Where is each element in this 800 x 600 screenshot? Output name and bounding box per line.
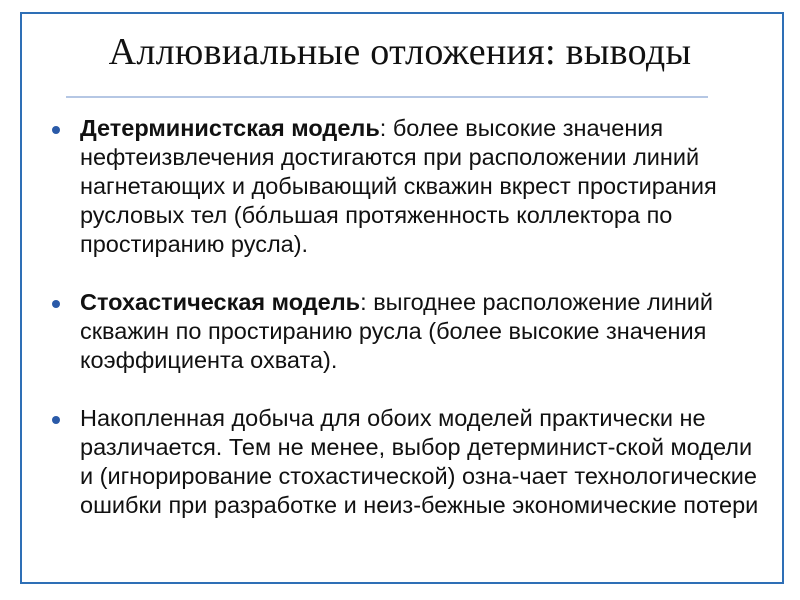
bullet-term: Детерминистская модель: [80, 115, 380, 141]
bullet-item-cumulative: [48, 404, 768, 520]
bullet-item-deterministic: [48, 114, 768, 259]
bullet-term: Стохастическая модель: [80, 289, 361, 315]
bullet-dot-icon: [52, 300, 60, 308]
bullet-item-stochastic: [48, 288, 768, 375]
bullet-text: Накопленная добыча для обоих моделей практически не различается. Тем не менее, выбор детерминист-ской модели и (игнорирование стохастической) озна-чает технологические ошибки при разработке и неиз-бежные экономические потери: [80, 405, 759, 518]
title-underline: [66, 96, 708, 98]
slide-title: Аллювиальные отложения: выводы: [108, 31, 692, 73]
bullet-dot-icon: [52, 416, 60, 424]
bullet-text: : выгоднее расположение линий скважин по простиранию русла (более высокие значения коэффициента охвата).: [80, 289, 714, 373]
bullet-text: : более высокие значения нефтеизвлечения достигаются при расположении линий нагнетающих и добывающий скважин вкрест простирания русловых тел (бóльшая протяженность коллектора по простиранию русла).: [80, 115, 717, 257]
bullet-list: [48, 114, 768, 520]
bullet-dot-icon: [52, 126, 60, 134]
